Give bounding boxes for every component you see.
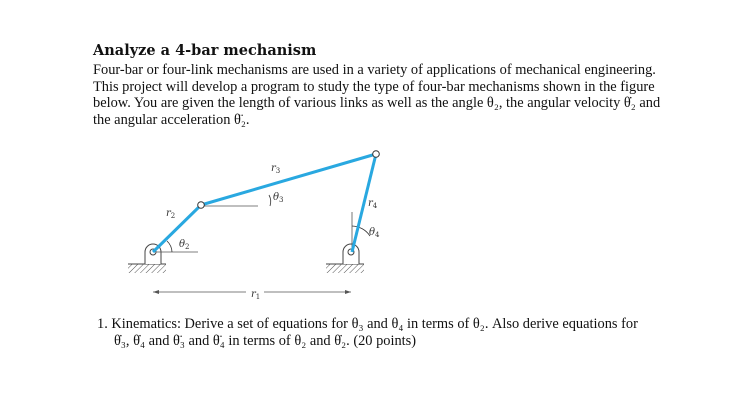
right-ground-support: [326, 244, 364, 273]
theta4-arc: [352, 226, 370, 236]
link-r3: [201, 154, 376, 205]
label-r2: $r_2$: [166, 208, 176, 220]
theta3-arc: [269, 195, 271, 206]
question-line: θ̇₃, θ̇₄ and θ̈₃ and θ̈₄ in terms of θ₂ and θ̇₂. (20 points): [114, 333, 417, 349]
question-1: [97, 316, 727, 350]
intro-line: below. You are given the length of various links as well as the angle θ₂, the angular velocity θ̇₂ and: [93, 95, 661, 111]
label-r1: $r_1$: [251, 289, 261, 301]
label-r3: $r_3$: [271, 163, 281, 175]
link-r2: [153, 205, 201, 252]
question-text: Kinematics: Derive a set of equations for θ₃ and θ₄ in terms of θ₂. Also derive equations for: [111, 316, 638, 332]
label-theta3: $\theta_3$: [273, 192, 284, 204]
label-theta2: $\theta_2$: [179, 239, 190, 251]
intro-line: the angular acceleration θ̈₂.: [93, 111, 250, 128]
joint-a: [198, 202, 205, 209]
page-title: Analyze a 4-bar mechanism: [93, 42, 317, 59]
intro-line: Four-bar or four-link mechanisms are used in a variety of applications of mechanical engineering.: [93, 62, 656, 78]
joint-b: [373, 151, 380, 158]
left-ground-support: [128, 244, 166, 273]
question-number: 1.: [97, 316, 108, 332]
question-line: [97, 316, 727, 333]
theta2-arc: [167, 241, 172, 252]
intro-line: This project will develop a program to study the type of four-bar mechanisms shown in the figure: [93, 78, 655, 95]
label-r4: $r_4$: [368, 198, 378, 210]
label-theta4: $\theta_4$: [369, 227, 380, 239]
